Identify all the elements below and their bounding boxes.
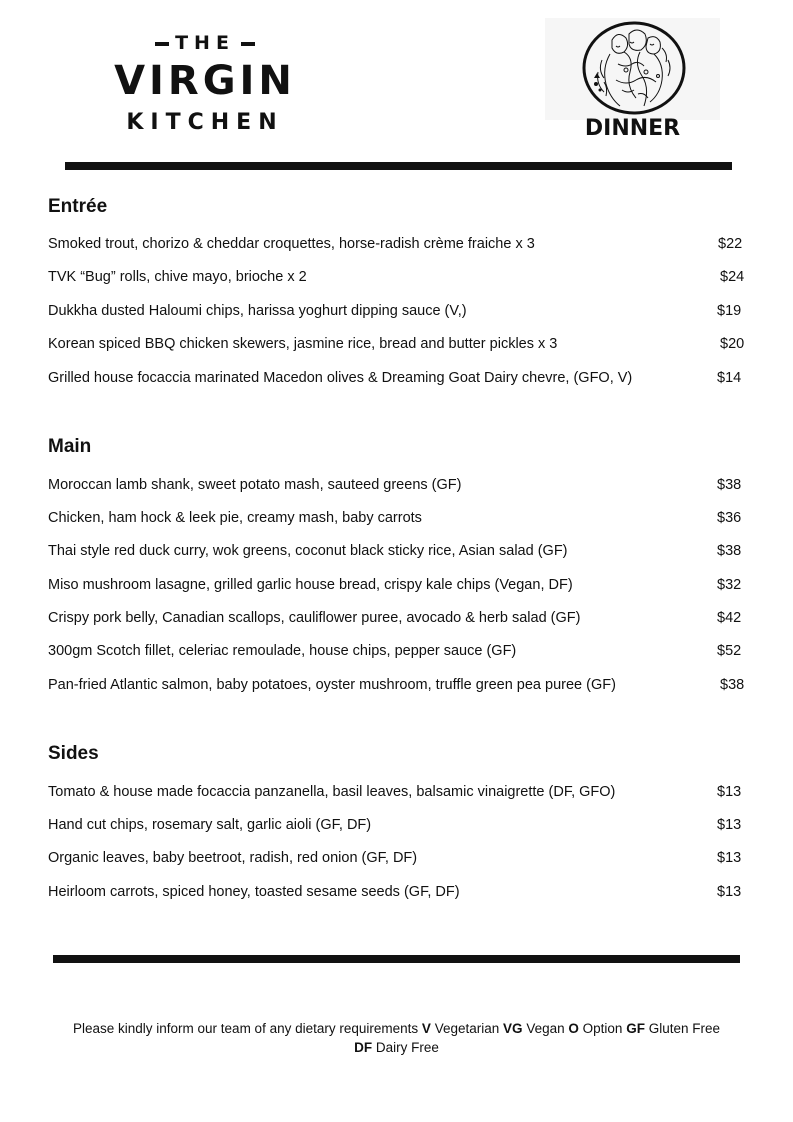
legend-label-vegetarian: Vegetarian <box>434 1021 500 1036</box>
menu-item-description: Hand cut chips, rosemary salt, garlic aioli (GF, DF) <box>48 817 372 833</box>
menu-item-price: $42 <box>717 610 742 626</box>
legend-label-gluten-free: Gluten Free <box>648 1021 721 1036</box>
menu-item-price: $13 <box>717 884 742 900</box>
restaurant-logo <box>100 30 310 138</box>
menu-item <box>48 575 748 595</box>
menu-item-price: $32 <box>717 577 742 593</box>
legend-code-df: DF <box>354 1040 373 1055</box>
menu-type-label: DINNER <box>584 116 681 141</box>
menu-item <box>48 508 748 528</box>
menu-item <box>48 882 748 902</box>
menu-item <box>48 608 748 628</box>
legend-label-dairy-free: Dairy Free <box>375 1040 439 1055</box>
legend-code-vg: VG <box>503 1021 523 1036</box>
menu-item-description: Korean spiced BBQ chicken skewers, jasmine rice, bread and butter pickles x 3 <box>48 336 558 352</box>
menu-item-price: $13 <box>717 784 742 800</box>
bottom-divider <box>53 955 740 963</box>
menu-item-price: $38 <box>720 677 745 693</box>
menu-item-price: $24 <box>720 269 745 285</box>
legend-code-v: V <box>421 1021 431 1036</box>
menu-item <box>48 815 748 835</box>
menu-item-price: $52 <box>717 643 742 659</box>
menu-item-price: $13 <box>717 817 742 833</box>
menu-item <box>48 234 748 254</box>
legend-code-gf: GF <box>626 1021 645 1036</box>
menu-item-price: $36 <box>717 510 742 526</box>
menu-item-price: $20 <box>720 336 745 352</box>
menu-item-description: Thai style red duck curry, wok greens, coconut black sticky rice, Asian salad (GF) <box>48 543 568 559</box>
menu-item-price: $14 <box>717 370 742 386</box>
menu-item-price: $38 <box>717 477 742 493</box>
menu-item-description: 300gm Scotch fillet, celeriac remoulade, house chips, pepper sauce (GF) <box>48 643 517 659</box>
logo-dash-right <box>241 42 255 46</box>
menu-item-price: $22 <box>718 236 743 252</box>
section-title-sides: Sides <box>48 743 99 764</box>
logo-line-kitchen: KITCHEN <box>126 110 284 135</box>
dietary-note-intro: Please kindly inform our team of any dietary requirements <box>72 1021 419 1036</box>
logo-line-virgin: VIRGIN <box>114 58 296 104</box>
menu-item <box>48 334 748 354</box>
top-divider <box>65 162 732 170</box>
menu-item <box>48 675 748 695</box>
section-title-main: Main <box>48 436 92 457</box>
menu-item-description: Chicken, ham hock & leek pie, creamy mash, baby carrots <box>48 510 422 526</box>
section-title-entree: Entrée <box>48 196 108 217</box>
menu-item <box>48 848 748 868</box>
menu-item <box>48 475 748 495</box>
menu-item-description: Grilled house focaccia marinated Macedon olives & Dreaming Goat Dairy chevre, (GFO, V) <box>48 370 633 386</box>
menu-item-price: $13 <box>717 850 742 866</box>
menu-item-description: Dukkha dusted Haloumi chips, harissa yoghurt dipping sauce (V,) <box>48 303 467 319</box>
menu-item <box>48 641 748 661</box>
legend-label-vegan: Vegan <box>526 1021 565 1036</box>
legend-code-o: O <box>568 1021 579 1036</box>
menu-item-description: TVK “Bug” rolls, chive mayo, brioche x 2 <box>48 269 307 285</box>
logo-the-text: THE <box>175 32 235 54</box>
illustration-panel <box>545 18 720 120</box>
logo-dash-left <box>155 42 169 46</box>
menu-item-description: Pan-fried Atlantic salmon, baby potatoes, oyster mushroom, truffle green pea puree (GF) <box>48 677 616 693</box>
menu-item <box>48 541 748 561</box>
menu-item <box>48 368 748 388</box>
menu-item <box>48 301 748 321</box>
menu-item-description: Tomato & house made focaccia panzanella, basil leaves, balsamic vinaigrette (DF, GFO) <box>48 784 616 800</box>
menu-item-description: Heirloom carrots, spiced honey, toasted sesame seeds (GF, DF) <box>48 884 460 900</box>
legend-label-option: Option <box>582 1021 623 1036</box>
menu-item <box>48 267 748 287</box>
menu-item-description: Organic leaves, baby beetroot, radish, red onion (GF, DF) <box>48 850 418 866</box>
menu-item-description: Miso mushroom lasagne, grilled garlic house bread, crispy kale chips (Vegan, DF) <box>48 577 573 593</box>
figures-illustration-icon <box>582 20 686 116</box>
menu-item-price: $19 <box>717 303 742 319</box>
menu-item-description: Moroccan lamb shank, sweet potato mash, sauteed greens (GF) <box>48 477 462 493</box>
menu-item-description: Crispy pork belly, Canadian scallops, cauliflower puree, avocado & herb salad (GF) <box>48 610 581 626</box>
menu-item-description: Smoked trout, chorizo & cheddar croquettes, horse-radish crème fraiche x 3 <box>48 236 535 252</box>
logo-line-the <box>100 30 310 56</box>
menu-item <box>48 782 748 802</box>
dietary-note <box>40 1019 753 1057</box>
menu-item-price: $38 <box>717 543 742 559</box>
